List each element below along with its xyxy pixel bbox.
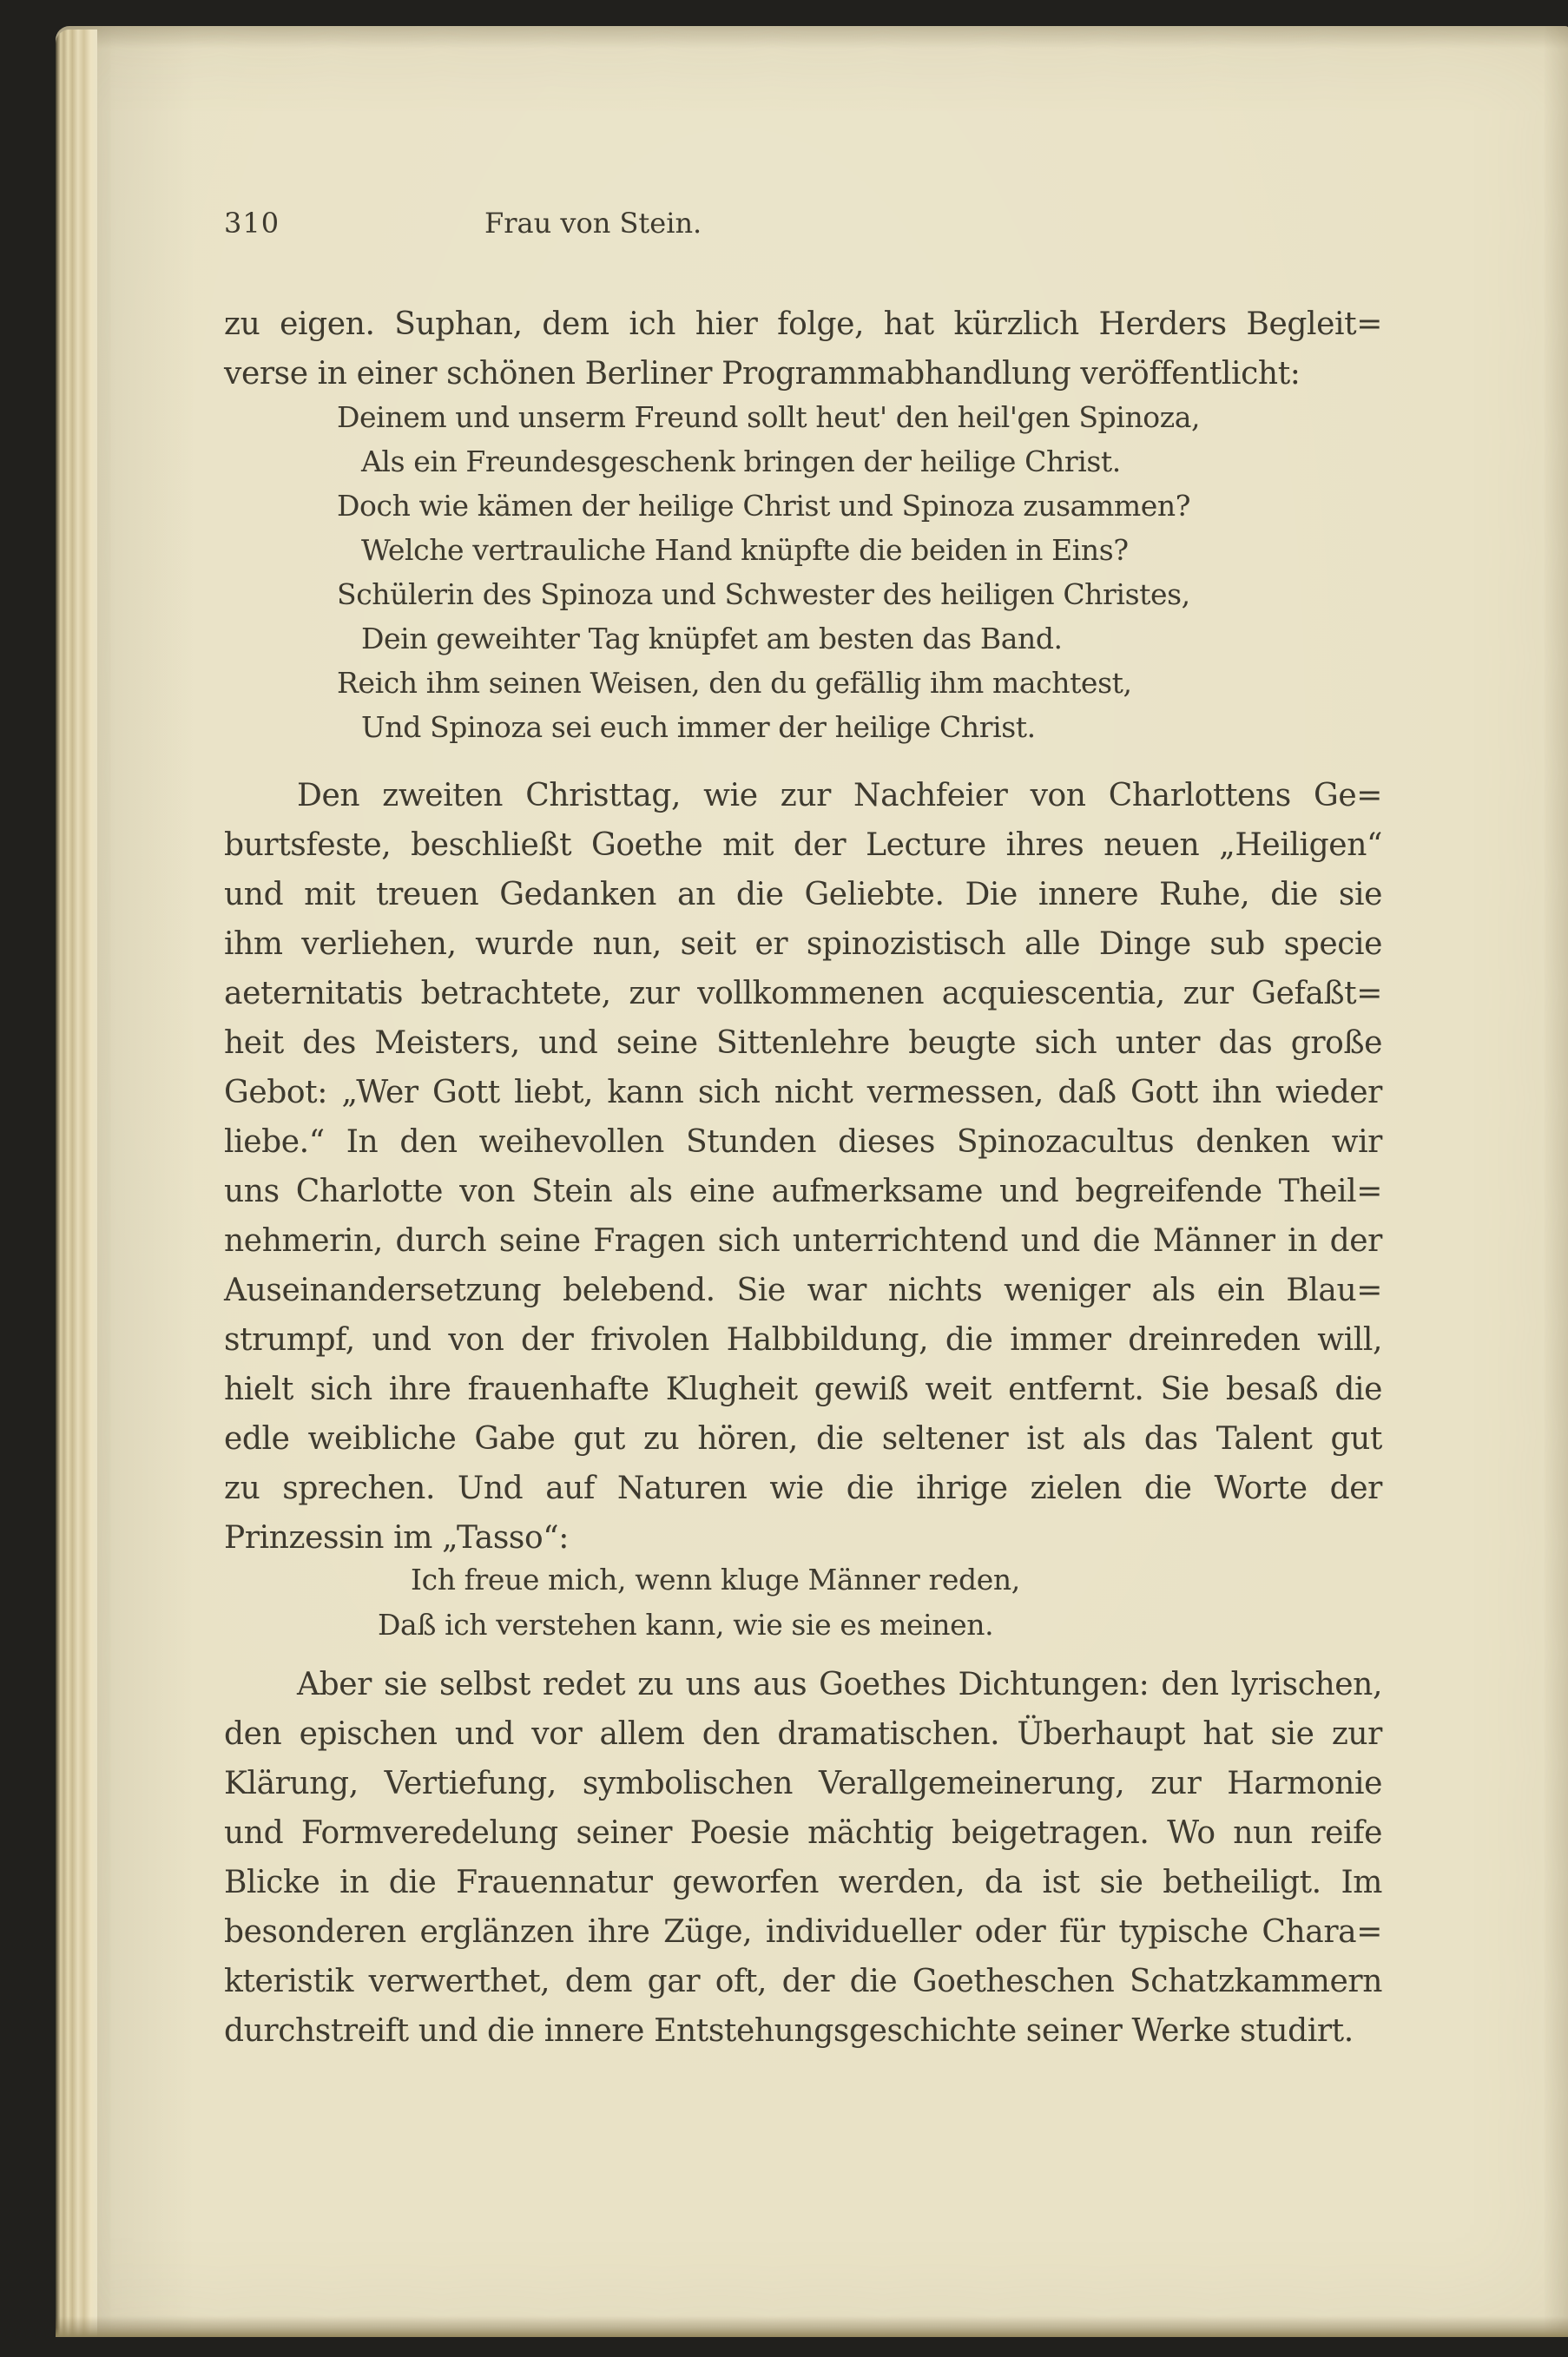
- text-line: Klärung, Vertiefung, symbolischen Verallgemeinerung, zur Harmonie: [224, 1766, 1382, 1801]
- text-line: den epischen und vor allem den dramatischen. Überhaupt hat sie zur: [224, 1716, 1382, 1752]
- text-line: heit des Meisters, und seine Sittenlehre beugte sich unter das große: [224, 1025, 1382, 1061]
- text-line: kteristik verwerthet, dem gar oft, der die Goetheschen Schatzkammern: [224, 1964, 1382, 1999]
- tasso-quote: [378, 1557, 1020, 1648]
- main-paragraph: [224, 771, 1382, 1563]
- quote-line: Daß ich verstehen kann, wie sie es meinen.: [378, 1608, 994, 1642]
- opening-paragraph: [224, 300, 1382, 398]
- page-bottom-edge: [56, 2316, 1568, 2337]
- poem-line: Deinem und unserm Freund sollt heut' den heil'gen Spinoza,: [337, 400, 1201, 434]
- page-number: 310: [224, 207, 280, 240]
- text-line: Gebot: „Wer Gott liebt, kann sich nicht vermessen, daß Gott ihn wieder: [224, 1075, 1382, 1110]
- text-line: hielt sich ihre frauenhafte Klugheit gewiß weit entfernt. Sie besaß die: [224, 1372, 1382, 1407]
- text-line: uns Charlotte von Stein als eine aufmerksame und begreifende Theil=: [224, 1174, 1382, 1209]
- poem-line: Schülerin des Spinoza und Schwester des heiligen Christes,: [337, 577, 1190, 611]
- text-line: nehmerin, durch seine Fragen sich unterrichtend und die Männer in der: [224, 1223, 1382, 1259]
- text-line: und Formveredelung seiner Poesie mächtig beigetragen. Wo nun reife: [224, 1815, 1382, 1851]
- text-line: edle weibliche Gabe gut zu hören, die seltener ist als das Talent gut: [224, 1421, 1382, 1457]
- text-line: burtsfeste, beschließt Goethe mit der Lecture ihres neuen „Heiligen“: [224, 827, 1382, 863]
- text-line: zu eigen. Suphan, dem ich hier folge, hat kürzlich Herders Begleit=: [224, 306, 1382, 342]
- text-line: Den zweiten Christtag, wie zur Nachfeier von Charlottens Ge=: [297, 778, 1382, 813]
- text-line: Aber sie selbst redet zu uns aus Goethes Dichtungen: den lyrischen,: [297, 1667, 1382, 1702]
- poem-line: Welche vertrauliche Hand knüpfte die beiden in Eins?: [361, 533, 1129, 567]
- poem-line: Und Spinoza sei euch immer der heilige Christ.: [361, 710, 1036, 744]
- text-line: strumpf, und von der frivolen Halbbildung, die immer dreinreden will,: [224, 1322, 1382, 1358]
- quote-line: Ich freue mich, wenn kluge Männer reden,: [411, 1563, 1020, 1597]
- text-line: ihm verliehen, wurde nun, seit er spinozistisch alle Dinge sub specie: [224, 926, 1382, 962]
- text-line: besonderen erglänzen ihre Züge, individueller oder für typische Chara=: [224, 1914, 1382, 1950]
- text-line: durchstreift und die innere Entstehungsgeschichte seiner Werke studirt.: [224, 2013, 1354, 2049]
- closing-paragraph: [224, 1660, 1382, 2056]
- herder-poem: [337, 395, 1200, 749]
- poem-line: Doch wie kämen der heilige Christ und Spinoza zusammen?: [337, 489, 1191, 523]
- text-line: Blicke in die Frauennatur geworfen werden, da ist sie betheiligt. Im: [224, 1865, 1382, 1900]
- text-line: und mit treuen Gedanken an die Geliebte. Die innere Ruhe, die sie: [224, 877, 1382, 912]
- text-line: verse in einer schönen Berliner Programmabhandlung veröffentlicht:: [224, 356, 1301, 392]
- poem-line: Dein geweihter Tag knüpfet am besten das Band.: [361, 622, 1063, 655]
- text-line: liebe.“ In den weihevollen Stunden dieses Spinozacultus denken wir: [224, 1124, 1382, 1160]
- poem-line: Reich ihm seinen Weisen, den du gefällig ihm machtest,: [337, 666, 1132, 700]
- running-title: Frau von Stein.: [484, 207, 702, 240]
- text-line: Auseinandersetzung belebend. Sie war nichts weniger als ein Blau=: [224, 1273, 1382, 1308]
- text-line: Prinzessin im „Tasso“:: [224, 1520, 569, 1556]
- poem-line: Als ein Freundesgeschenk bringen der heilige Christ.: [361, 444, 1121, 478]
- page-edge-stack: [56, 30, 97, 2337]
- text-line: aeternitatis betrachtete, zur vollkommenen acquiescentia, zur Gefaßt=: [224, 976, 1382, 1011]
- text-line: zu sprechen. Und auf Naturen wie die ihrige zielen die Worte der: [224, 1471, 1382, 1506]
